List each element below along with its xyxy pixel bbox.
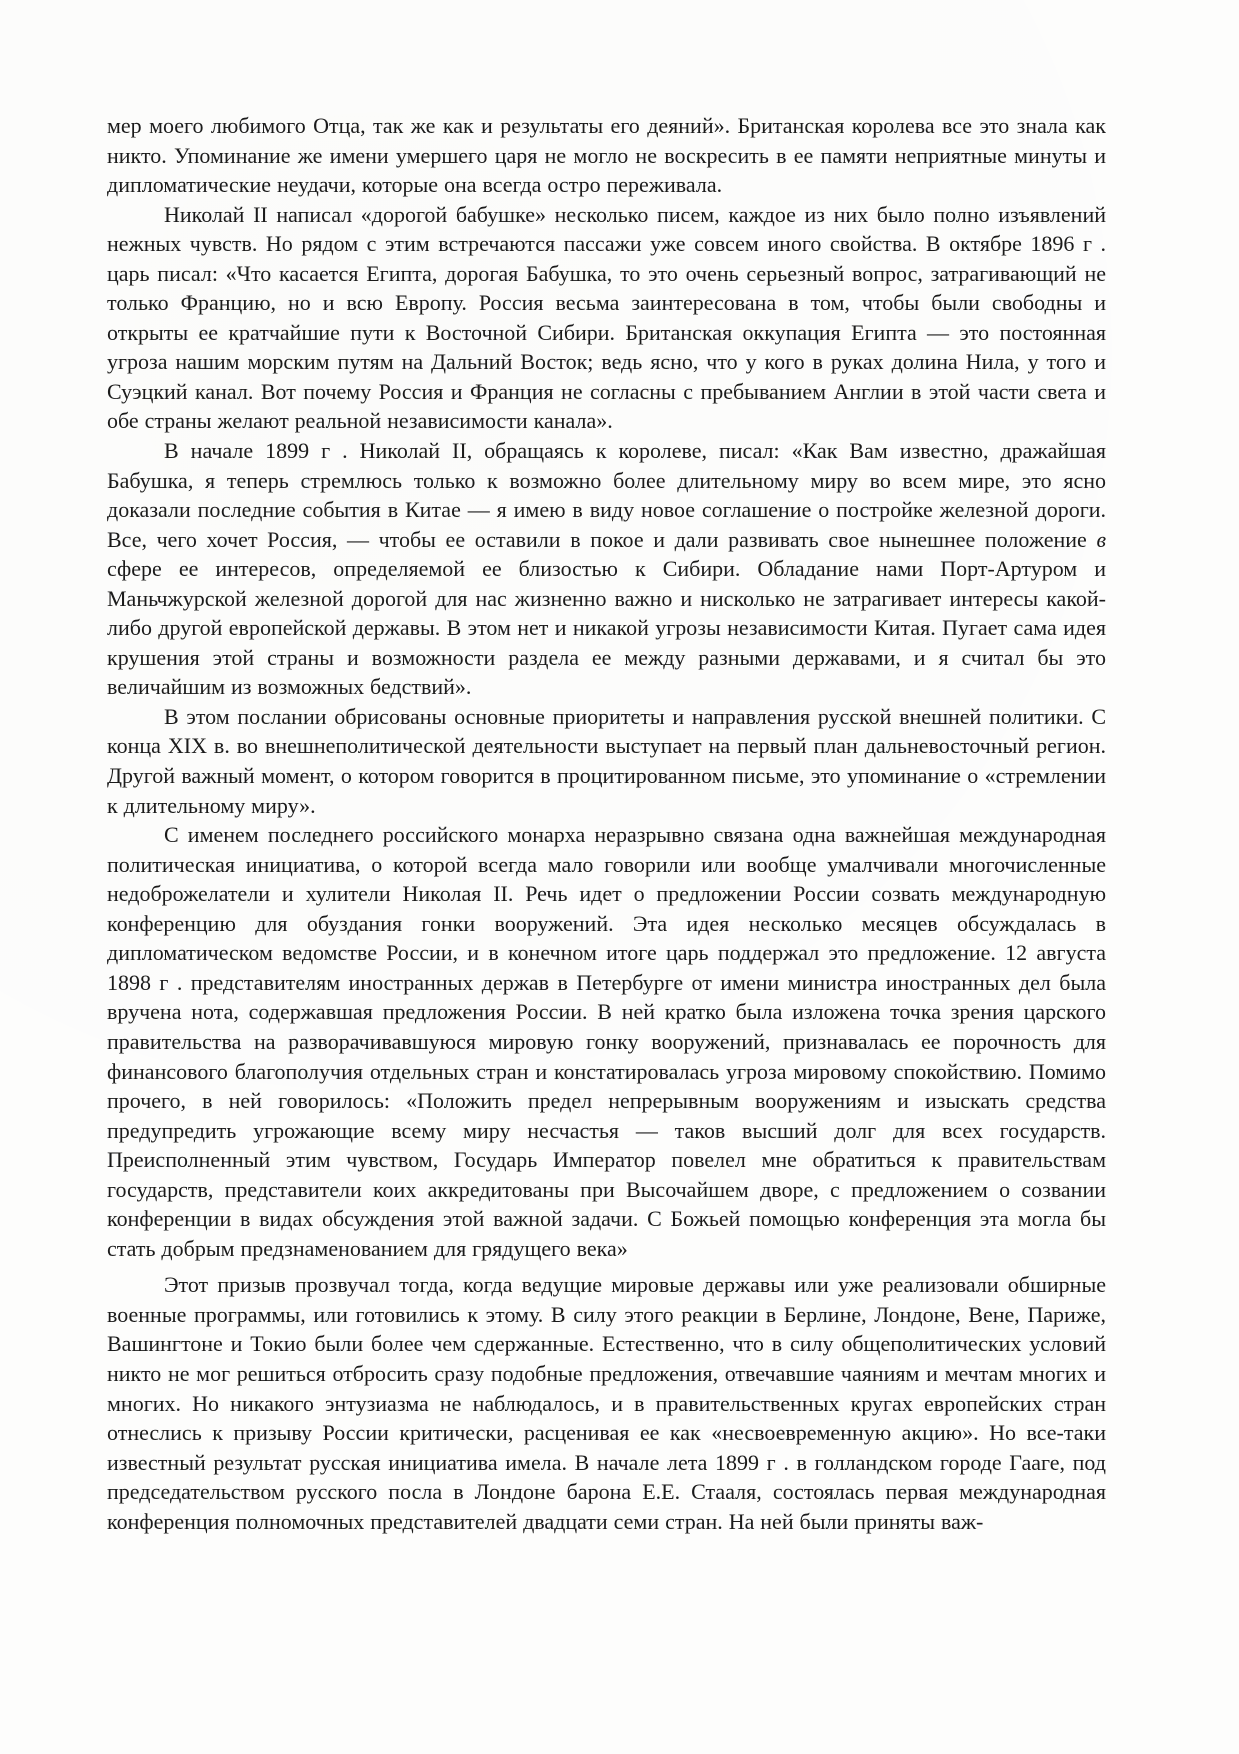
- paragraph: [107, 436, 1106, 702]
- paragraph: [107, 1270, 1106, 1536]
- paragraph: [107, 820, 1106, 1263]
- text-run: сфере ее интересов, определяемой ее близостью к Сибири. Обладание нами Порт-Артуром и Маньчжурской железной дорогой для нас жизненно важно и нисколько не затрагивает интересы какой-либо другой европейской державы. В этом нет и никакой угрозы независимости Китая. Пугает сама идея крушения этой страны и возможности раздела ее между разными державами, и я считал бы это величайшим из возможных бедствий».: [107, 556, 1106, 700]
- paragraph: [107, 200, 1106, 436]
- text-run-italic: в: [1096, 526, 1106, 552]
- text-run: В этом послании обрисованы основные приоритеты и направления русской внешней политики. С конца XIX в. во внешнеполитической деятельности выступает на первый план дальневосточный регион. Другой важный момент, о котором говорится в процитированном письме, это упоминание о «стремлении к длительному миру».: [107, 703, 1106, 818]
- text-run: В начале 1899 г . Николай II, обращаясь к королеве, писал: «Как Вам известно, дражайшая Бабушка, я теперь стремлюсь только к возможно более длительному миру во всем мире, это ясно доказали последние события в Китае — я имею в виду новое соглашение о постройке железной дороги. Все, чего хочет Россия, — чтобы ее оставили в покое и дали развивать свое нынешнее положение: [107, 438, 1106, 552]
- text-run: С именем последнего российского монарха неразрывно связана одна важнейшая международная политическая инициатива, о которой всегда мало говорили или вообще умалчивали многочисленные недоброжелатели и хулители Николая II. Речь идет о предложении России созвать международную конференцию для обуздания гонки вооружений. Эта идея несколько месяцев обсуждалась в дипломатическом ведомстве России, и в конечном итоге царь поддержал это предложение. 12 августа 1898 г . представителям иностранных держав в Петербурге от имени министра иностранных дел была вручена нота, содержавшая предложения России. В ней кратко была изложена точка зрения царского правительства на разворачивавшуюся мировую гонку вооружений, признавалась ее порочность для финансового благополучия отдельных стран и констатировалась угроза мировому спокойствию. Помимо прочего, в ней говорилось: «Положить предел непрерывным вооружениям и изыскать средства предупредить угрожающие всему миру несчастья — таков высший долг для всех государств. Преисполненный этим чувством, Государь Император повелел мне обратиться к правительствам государств, представители коих аккредитованы при Высочайшем дворе, с предложением о созвании конференции в видах обсуждения этой важной задачи. С Божьей помощью конференция эта могла бы стать добрым предзнаменованием для грядущего века»: [107, 822, 1106, 1261]
- text-run: Этот призыв прозвучал тогда, когда ведущие мировые державы или уже реализовали обширные военные программы, или готовились к этому. В силу этого реакции в Берлине, Лондоне, Вене, Париже, Вашингтоне и Токио были более чем сдержанные. Естественно, что в силу общеполитических условий никто не мог решиться отбросить сразу подобные предложения, отвечавшие чаяниям и мечтам многих и многих. Но никакого энтузиазма не наблюдалось, и в правительственных кругах европейских стран отнеслись к призыву России критически, расценивая ее как «несвоевременную акцию». Но все-таки известный результат русская инициатива имела. В начале лета 1899 г . в голландском городе Гааге, под председательством русского посла в Лондоне барона Е.Е. Стааля, состоялась первая международная конференция полномочных представителей двадцати семи стран. На ней были приняты важ-: [107, 1272, 1106, 1534]
- paragraph: [107, 111, 1106, 200]
- text-run: мер моего любимого Отца, так же как и результаты его деяний». Британская королева все это знала как никто. Упоминание же имени умершего царя не могло не воскресить в ее памяти неприятные минуты и дипломатические неудачи, которые она всегда остро переживала.: [107, 113, 1106, 198]
- page-text: [107, 111, 1106, 1536]
- text-run: Николай II написал «дорогой бабушке» несколько писем, каждое из них было полно изъявлений нежных чувств. Но рядом с этим встречаются пассажи уже совсем иного свойства. В октябре 1896 г . царь писал: «Что касается Египта, дорогая Бабушка, то это очень серьезный вопрос, затрагивающий не только Францию, но и всю Европу. Россия весьма заинтересована в том, чтобы были свободны и открыты ее кратчайшие пути к Восточной Сибири. Британская оккупация Египта — это постоянная угроза нашим морским путям на Дальний Восток; ведь ясно, что у кого в руках долина Нила, у того и Суэцкий канал. Вот почему Россия и Франция не согласны с пребыванием Англии в этой части света и обе страны желают реальной независимости канала».: [107, 201, 1106, 434]
- paragraph: [107, 702, 1106, 820]
